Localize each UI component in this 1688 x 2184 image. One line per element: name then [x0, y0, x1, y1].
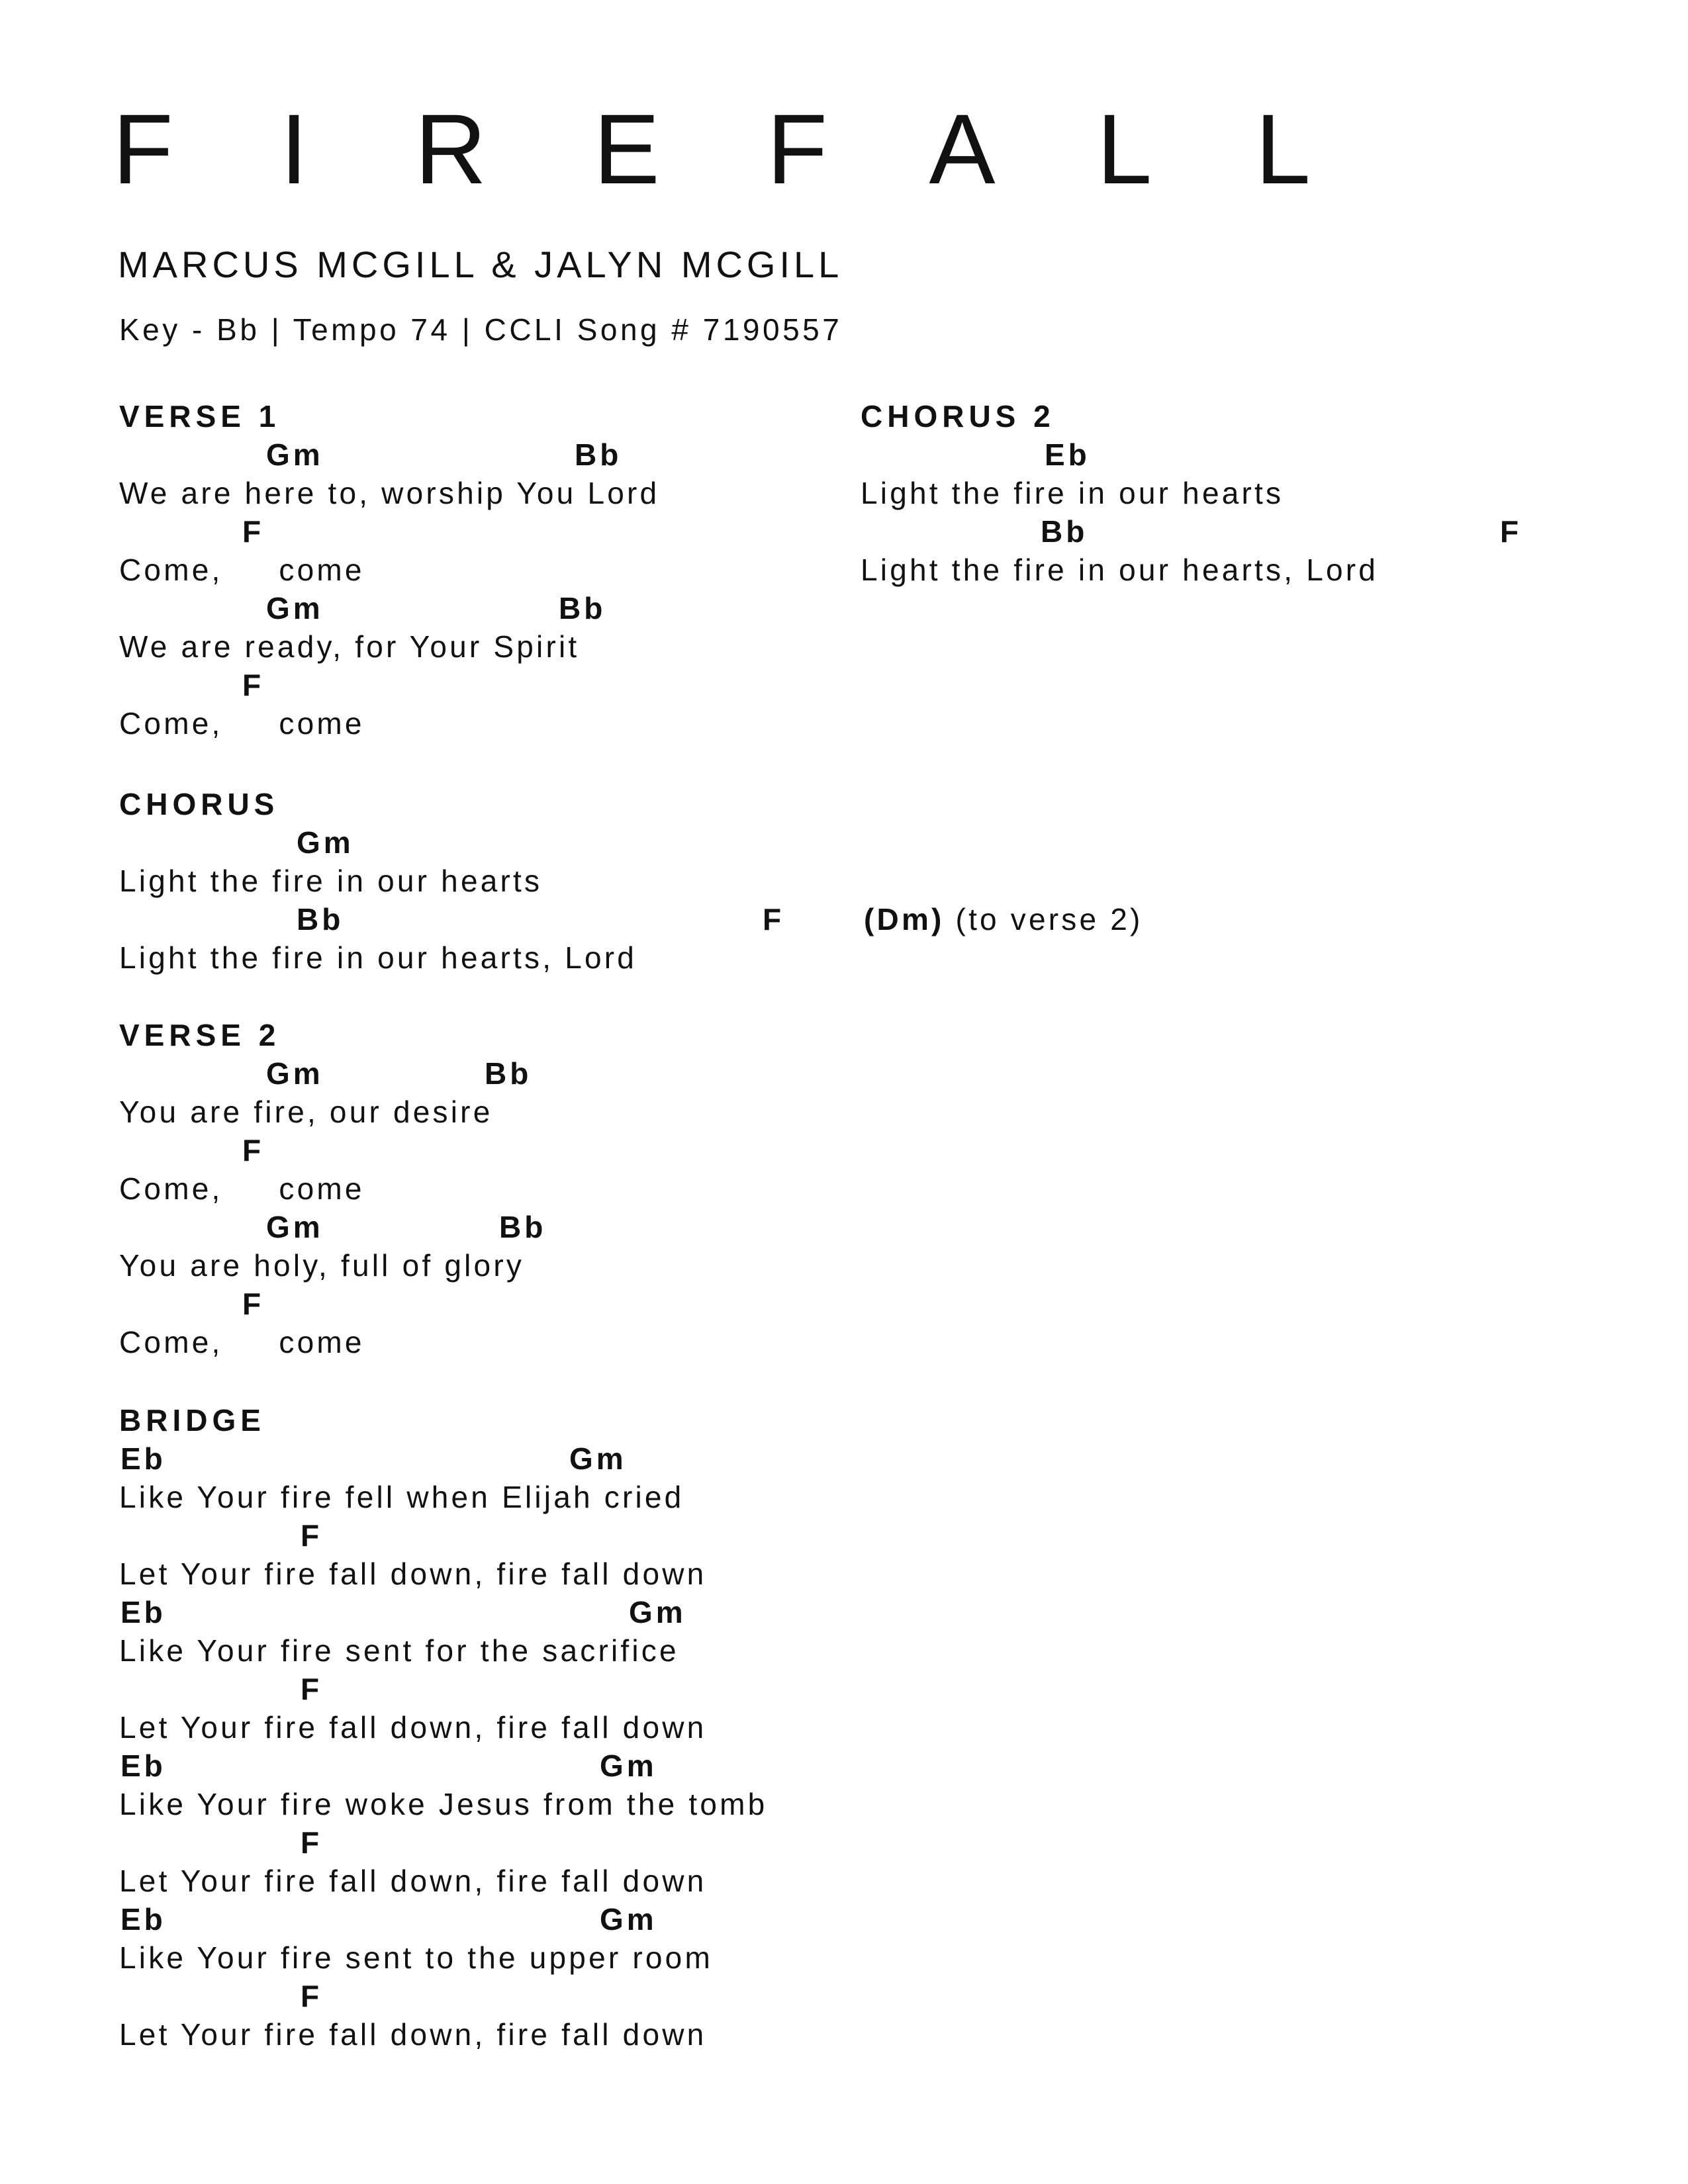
lyric-line: We are here to, worship You Lord: [119, 476, 660, 510]
song-artist: MARCUS MCGILL & JALYN MCGILL: [118, 244, 843, 285]
section-label: CHORUS: [119, 787, 279, 821]
chord-line: [119, 1208, 547, 1246]
chord-line: [119, 435, 659, 474]
lyric-line: Let Your fire fall down, fire fall down: [119, 1864, 707, 1898]
chord-line: [119, 1900, 767, 1938]
lyric-line: Let Your fire fall down, fire fall down: [119, 1557, 707, 1591]
chord-line: [861, 512, 1523, 551]
lyric-line: You are holy, full of glory: [119, 1248, 525, 1283]
chord: F: [301, 1672, 323, 1706]
section-label: VERSE 2: [119, 1018, 281, 1052]
chord: (Dm): [864, 902, 945, 936]
chord: Gm: [600, 1902, 657, 1936]
chord-line: [861, 435, 1378, 474]
verse-1-section: [119, 397, 659, 743]
lyric-line: Light the fire in our hearts, Lord: [119, 940, 637, 975]
lyric-line: Like Your fire sent for the sacrifice: [119, 1633, 679, 1668]
chord: Eb: [120, 1749, 166, 1783]
chord: Gm: [297, 825, 354, 860]
verse-2-section: [119, 1016, 547, 1361]
song-meta: Key - Bb | Tempo 74 | CCLI Song # 7190557: [119, 312, 843, 347]
chord: Bb: [559, 591, 606, 625]
chord-line: [119, 1054, 532, 1093]
chord: Eb: [1045, 437, 1090, 472]
chord: F: [763, 902, 785, 936]
lyric-line: Light the fire in our hearts: [861, 476, 1284, 510]
chord: Gm: [569, 1441, 627, 1476]
chord: Gm: [266, 437, 324, 472]
chord-line: [119, 666, 659, 704]
chord-line: [119, 512, 659, 551]
chord: F: [301, 1518, 323, 1553]
chord: Bb: [1041, 514, 1088, 549]
lyric-line: Let Your fire fall down, fire fall down: [119, 1710, 707, 1745]
chord-line: [119, 1516, 767, 1555]
chord-line: [119, 1593, 767, 1631]
chord: Gm: [266, 1210, 324, 1244]
chord: Eb: [120, 1595, 166, 1629]
chord: F: [1500, 514, 1523, 549]
chord-line: [119, 1747, 767, 1785]
bridge-section: [119, 1401, 767, 2054]
chord: F: [301, 1825, 323, 1860]
chord-line: [119, 589, 659, 627]
section-label: CHORUS 2: [861, 399, 1055, 433]
song-title: F I R E F A L L: [113, 93, 1350, 205]
chord: F: [242, 668, 265, 702]
chord: Gm: [266, 1056, 324, 1091]
chord-line: [119, 1131, 524, 1169]
lyric-line: Come, come: [119, 1325, 365, 1359]
chorus-2-section: [861, 397, 1523, 589]
lyric-line: We are ready, for Your Spirit: [119, 629, 580, 664]
chord: Bb: [499, 1210, 547, 1244]
note-text: (to verse 2): [955, 902, 1143, 936]
lyric-line: Let Your fire fall down, fire fall down: [119, 2017, 707, 2052]
chord-line: [119, 1670, 767, 1708]
section-label: VERSE 1: [119, 399, 281, 433]
chord-line: [119, 1823, 767, 1862]
chord-line: [119, 1285, 524, 1323]
chord: Eb: [120, 1902, 166, 1936]
lyric-line: Come, come: [119, 706, 365, 741]
chorus-turnaround-note: [864, 900, 1143, 938]
chord-line: [119, 1977, 767, 2015]
chord: F: [301, 1979, 323, 2013]
chorus-section: [119, 785, 785, 977]
lyric-line: Come, come: [119, 1171, 365, 1206]
chord: Bb: [297, 902, 344, 936]
chord: F: [242, 1287, 265, 1321]
lyric-line: Like Your fire woke Jesus from the tomb: [119, 1787, 768, 1821]
lyric-line: You are fire, our desire: [119, 1095, 493, 1129]
chord: Gm: [600, 1749, 657, 1783]
lyric-line: Come, come: [119, 553, 365, 587]
chord-line: [119, 1439, 767, 1478]
chord: Bb: [485, 1056, 532, 1091]
chord-line: [119, 900, 785, 938]
chord: Eb: [120, 1441, 166, 1476]
chord: Gm: [629, 1595, 686, 1629]
lyric-line: Like Your fire fell when Elijah cried: [119, 1480, 684, 1514]
lyric-line: Light the fire in our hearts, Lord: [861, 553, 1379, 587]
lyric-line: Light the fire in our hearts: [119, 864, 543, 898]
chord-line: [119, 823, 637, 862]
chord: Bb: [575, 437, 622, 472]
lyric-line: Like Your fire sent to the upper room: [119, 1940, 713, 1975]
section-label: BRIDGE: [119, 1403, 265, 1437]
chord: F: [242, 1133, 265, 1167]
chord: F: [242, 514, 265, 549]
chord: Gm: [266, 591, 324, 625]
